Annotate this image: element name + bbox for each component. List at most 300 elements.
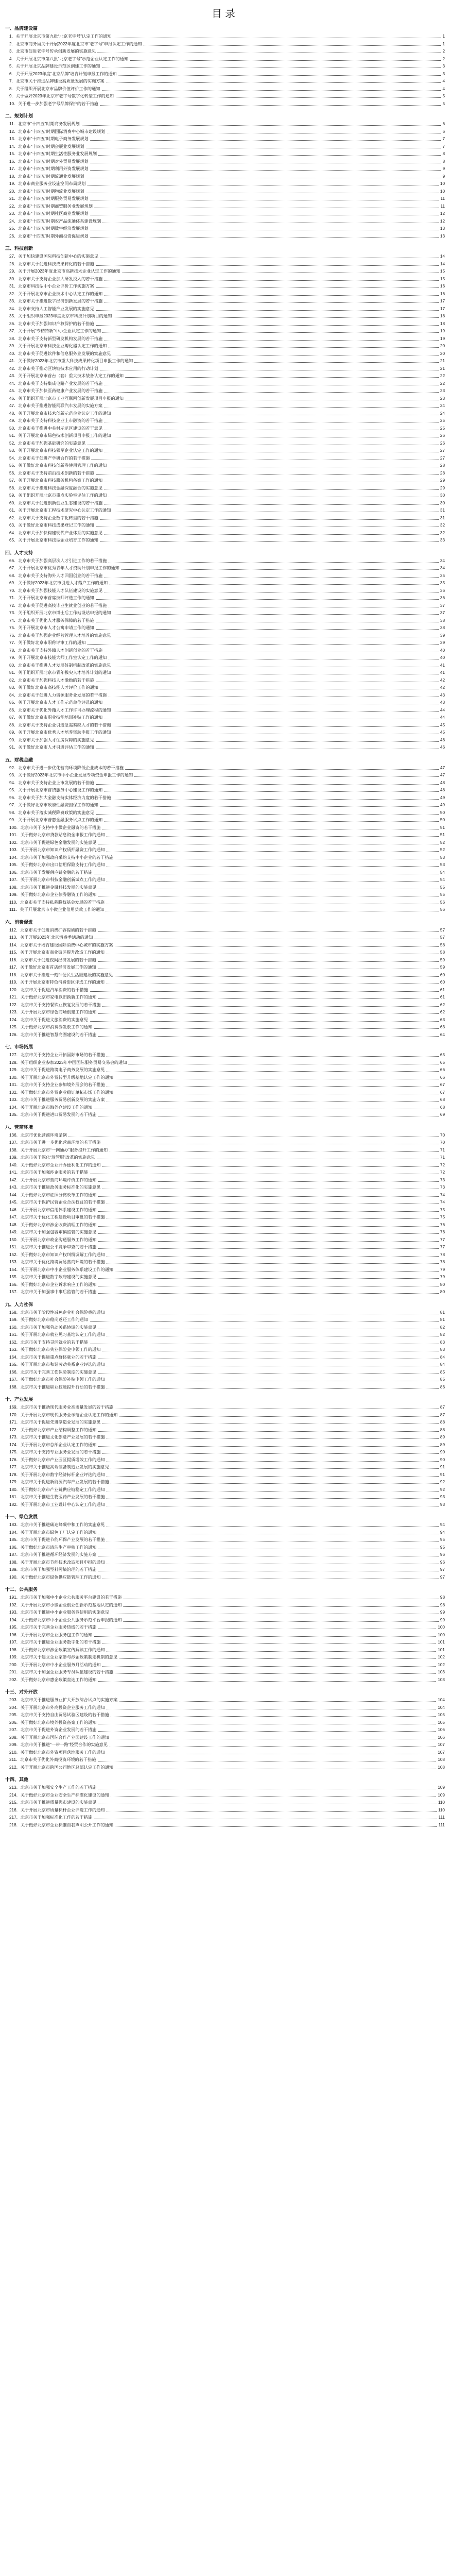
toc-entry-page-number: 2 (441, 56, 445, 62)
toc-entry[interactable] (9, 1559, 445, 1566)
toc-entry[interactable] (9, 358, 445, 364)
toc-entry-title: 164．北京市关于促进重点群体就业的若干措施 (9, 1355, 98, 1360)
toc-entry-title: 74．北京市关于优化人才服务保障的若干措施 (9, 618, 96, 623)
toc-entry[interactable] (9, 417, 445, 424)
toc-entry[interactable] (9, 1419, 445, 1426)
toc-entry-page-number: 92 (439, 1486, 445, 1493)
toc-entry-page-number: 82 (439, 1331, 445, 1338)
toc-entry[interactable] (9, 647, 445, 654)
toc-entry-page-number: 25 (439, 417, 445, 424)
toc-entry-title: 143．北京市关于推进政务服务标准化的实施意见 (9, 1185, 102, 1190)
toc-entry[interactable] (9, 283, 445, 290)
toc-entry[interactable] (9, 530, 445, 536)
section-heading: 七、市场拓展 (5, 1044, 33, 1049)
section-heading: 三、科技创新 (5, 246, 33, 251)
toc-entry[interactable] (9, 470, 445, 477)
section-heading: 四、人才支持 (5, 550, 33, 555)
toc-entry[interactable] (9, 218, 445, 225)
toc-entry[interactable] (9, 772, 445, 778)
toc-entry-title: 55．关于做好北京市科技创新券使用管理工作的通知 (9, 463, 108, 468)
toc-entry[interactable] (9, 395, 445, 402)
toc-entry[interactable] (9, 180, 445, 187)
toc-entry[interactable] (9, 71, 445, 77)
toc-entry[interactable] (9, 979, 445, 986)
toc-entry-title: 216．关于开展北京市质量标杆企业评选工作的通知 (9, 1808, 107, 1812)
toc-entry-title: 211．北京市关于优化外商投资环境的若干措施 (9, 1757, 98, 1762)
toc-entry-page-number: 64 (439, 1031, 445, 1038)
toc-entry[interactable] (9, 884, 445, 891)
toc-entry-page-number: 5 (441, 100, 445, 107)
toc-entry[interactable] (9, 1734, 445, 1741)
toc-entry[interactable] (9, 1609, 445, 1616)
toc-entry[interactable] (9, 1471, 445, 1478)
toc-entry[interactable] (9, 276, 445, 282)
toc-entry[interactable] (9, 744, 445, 751)
toc-entry[interactable] (9, 1259, 445, 1265)
toc-entry[interactable] (9, 1807, 445, 1814)
toc-entry-title: 179．北京市关于促进新能源汽车产业发展的若干措施 (9, 1480, 111, 1484)
toc-entry[interactable] (9, 802, 445, 808)
toc-entry[interactable] (9, 1449, 445, 1455)
toc-entry-page-number: 12 (439, 218, 445, 225)
toc-entry[interactable] (9, 1361, 445, 1368)
toc-entry[interactable] (9, 839, 445, 846)
toc-entry[interactable] (9, 350, 445, 357)
toc-entry[interactable] (9, 1274, 445, 1280)
toc-entry[interactable] (9, 1154, 445, 1161)
toc-entry[interactable] (9, 1316, 445, 1323)
toc-entry-page-number: 61 (439, 987, 445, 993)
toc-entry-title: 26．北京市“十四五”时期外商投资促进规划 (9, 234, 90, 239)
toc-entry-page-number: 97 (439, 1574, 445, 1581)
toc-entry[interactable] (9, 1442, 445, 1448)
toc-entry-title: 115．关于开展北京市商业街区提升改造工作的通知 (9, 950, 106, 955)
toc-entry-title: 118．北京市关于推进一刻钟便民生活圈建设的实施意见 (9, 973, 114, 977)
toc-entry[interactable] (9, 1132, 445, 1139)
toc-entry[interactable] (9, 522, 445, 529)
toc-entry[interactable] (9, 1162, 445, 1168)
toc-entry[interactable] (9, 1309, 445, 1316)
toc-entry[interactable] (9, 1052, 445, 1058)
toc-entry[interactable] (9, 729, 445, 736)
toc-entry-title: 193．北京市关于推进中小企业服务券使用的实施意见 (9, 1610, 111, 1615)
toc-entry[interactable] (9, 365, 445, 372)
toc-entry[interactable] (9, 343, 445, 349)
toc-entry-title: 165．关于开展北京市和谐劳动关系企业评选的通知 (9, 1362, 107, 1367)
toc-entry[interactable] (9, 832, 445, 838)
toc-entry[interactable] (9, 869, 445, 876)
toc-entry-page-number: 18 (439, 313, 445, 319)
toc-entry[interactable] (9, 477, 445, 484)
toc-entry[interactable] (9, 121, 445, 127)
toc-entry[interactable] (9, 787, 445, 793)
toc-entry[interactable] (9, 1404, 445, 1411)
toc-entry-page-number: 56 (439, 906, 445, 913)
toc-entry-title: 132．关于做好北京市外贸企业稳订单拓市场工作的通知 (9, 1090, 115, 1095)
toc-entry[interactable] (9, 669, 445, 676)
toc-entry[interactable] (9, 1669, 445, 1675)
section-heading: 一、品牌建设篇 (5, 26, 38, 31)
toc-entry[interactable] (9, 654, 445, 661)
toc-entry[interactable] (9, 692, 445, 699)
toc-entry[interactable] (9, 1369, 445, 1376)
toc-entry[interactable] (9, 1756, 445, 1763)
toc-entry[interactable] (9, 1566, 445, 1573)
toc-entry[interactable] (9, 934, 445, 941)
toc-entry[interactable] (9, 617, 445, 624)
toc-entry[interactable] (9, 78, 445, 84)
toc-entry[interactable] (9, 1536, 445, 1543)
toc-entry[interactable] (9, 261, 445, 267)
toc-entry-title: 157．北京市关于加强事中事后监管的若干措施 (9, 1290, 98, 1294)
toc-entry[interactable] (9, 1697, 445, 1703)
toc-entry-title: 59．关于组织开展北京市重点实验室评估工作的通知 (9, 493, 108, 498)
toc-entry[interactable] (9, 500, 445, 506)
toc-entry[interactable] (9, 891, 445, 898)
toc-entry[interactable] (9, 964, 445, 971)
toc-entry[interactable] (9, 1412, 445, 1418)
toc-entry[interactable] (9, 1169, 445, 1176)
toc-entry-page-number: 46 (439, 744, 445, 751)
toc-entry[interactable] (9, 677, 445, 684)
toc-entry[interactable] (9, 737, 445, 743)
toc-entry-title: 141．北京市关于加强涉企服务的若干措施 (9, 1170, 90, 1175)
toc-entry[interactable] (9, 557, 445, 564)
toc-entry[interactable] (9, 1024, 445, 1030)
toc-entry[interactable] (9, 1031, 445, 1038)
toc-entry-title: 155．北京市关于推进数字政府建设的实施意见 (9, 1275, 98, 1279)
toc-entry[interactable] (9, 639, 445, 646)
toc-entry[interactable] (9, 41, 445, 47)
toc-entry[interactable] (9, 595, 445, 601)
toc-entry-title: 51．关于开展北京市绿色技术创新项目申报工作的通知 (9, 433, 112, 438)
toc-entry[interactable] (9, 143, 445, 150)
toc-entry[interactable] (9, 210, 445, 217)
toc-entry[interactable] (9, 1639, 445, 1646)
toc-entry[interactable] (9, 1784, 445, 1791)
toc-entry[interactable] (9, 1574, 445, 1581)
toc-entry-title: 94．北京市关于支持企业上市发展的若干措施 (9, 781, 96, 785)
toc-entry[interactable] (9, 455, 445, 462)
toc-entry[interactable] (9, 794, 445, 801)
toc-entry-title: 4．关于开展北京市第八批“北京老字号”示范企业认定工作的通知 (9, 57, 130, 61)
toc-entry[interactable] (9, 1236, 445, 1243)
toc-entry[interactable] (9, 507, 445, 514)
toc-entry-title: 28．北京市关于促进科技成果转化的若干措施 (9, 262, 96, 266)
toc-entry[interactable] (9, 1799, 445, 1806)
toc-entry[interactable] (9, 906, 445, 913)
toc-entry[interactable] (9, 972, 445, 978)
toc-entry[interactable] (9, 1594, 445, 1601)
toc-entry-page-number: 33 (439, 537, 445, 544)
toc-entry-title: 67．关于开展北京市优秀青年人才资助计划申报工作的通知 (9, 566, 121, 570)
toc-entry-title: 184．关于开展北京市绿色工厂认定工作的通知 (9, 1530, 98, 1535)
toc-entry[interactable] (9, 173, 445, 180)
toc-entry-title: 3．北京市促进老字号传承创新发展的实施意见 (9, 49, 97, 54)
toc-entry[interactable] (9, 1602, 445, 1608)
toc-entry-page-number: 106 (436, 1726, 445, 1733)
toc-entry-page-number: 109 (436, 1784, 445, 1791)
toc-entry[interactable] (9, 203, 445, 210)
toc-entry-title: 70．北京市关于加强技能人才队伍建设的实施意见 (9, 588, 104, 593)
toc-entry[interactable] (9, 714, 445, 721)
toc-entry[interactable] (9, 1434, 445, 1440)
toc-entry[interactable] (9, 1089, 445, 1096)
toc-entry-title: 6．关于开展2023年度“北京品牌”培育计划申报工作的通知 (9, 72, 118, 76)
toc-entry[interactable] (9, 1074, 445, 1081)
toc-entry[interactable] (9, 380, 445, 387)
toc-entry-title: 35．关于组织申报2023年度北京市科技计划项目的通知 (9, 314, 113, 318)
toc-entry[interactable] (9, 1214, 445, 1221)
toc-entry[interactable] (9, 779, 445, 786)
toc-entry[interactable] (9, 158, 445, 165)
toc-entry[interactable] (9, 1096, 445, 1103)
toc-entry-page-number: 21 (439, 365, 445, 372)
toc-entry[interactable] (9, 1147, 445, 1154)
toc-entry[interactable] (9, 253, 445, 260)
toc-entry[interactable] (9, 100, 445, 107)
toc-entry[interactable] (9, 927, 445, 934)
toc-entry-title: 128．关于组织企业参加2023年中国国际服务贸易交易会的通知 (9, 1060, 128, 1065)
toc-entry[interactable] (9, 1266, 445, 1273)
toc-entry[interactable] (9, 587, 445, 594)
toc-entry[interactable] (9, 86, 445, 92)
toc-entry[interactable] (9, 662, 445, 669)
toc-entry[interactable] (9, 684, 445, 691)
toc-entry[interactable] (9, 1324, 445, 1331)
toc-entry-page-number: 53 (439, 861, 445, 868)
toc-entry[interactable] (9, 1066, 445, 1073)
toc-entry[interactable] (9, 899, 445, 906)
toc-entry[interactable] (9, 1192, 445, 1198)
toc-entry[interactable] (9, 165, 445, 172)
toc-entry[interactable] (9, 1002, 445, 1008)
toc-entry[interactable] (9, 485, 445, 492)
toc-entry-title: 176．关于做好北京市产业园区提质增效工作的通知 (9, 1458, 107, 1462)
toc-entry[interactable] (9, 320, 445, 327)
toc-entry-page-number: 44 (439, 714, 445, 721)
toc-entry-page-number: 19 (439, 328, 445, 334)
toc-entry[interactable] (9, 410, 445, 417)
toc-entry[interactable] (9, 1016, 445, 1023)
toc-entry[interactable] (9, 1486, 445, 1493)
toc-entry-title: 156．关于做好北京市企业诉求响应工作的通知 (9, 1282, 98, 1287)
toc-entry-title: 218．关于做好北京市企业标准自我声明公开工作的通知 (9, 1823, 115, 1827)
toc-entry[interactable] (9, 56, 445, 62)
toc-entry[interactable] (9, 306, 445, 312)
toc-entry[interactable] (9, 1814, 445, 1821)
toc-entry[interactable] (9, 150, 445, 157)
toc-entry[interactable] (9, 298, 445, 304)
toc-entry[interactable] (9, 1822, 445, 1828)
toc-entry[interactable] (9, 1676, 445, 1683)
toc-entry[interactable] (9, 1551, 445, 1558)
toc-entry-page-number: 36 (439, 595, 445, 601)
section-heading: 十、产业发展 (5, 1397, 33, 1402)
toc-entry[interactable] (9, 1139, 445, 1146)
toc-entry[interactable] (9, 447, 445, 454)
toc-entry-title: 109．关于做好北京市企业债券融资工作的通知 (9, 892, 98, 897)
toc-entry[interactable] (9, 1764, 445, 1771)
toc-entry[interactable] (9, 425, 445, 432)
toc-entry[interactable] (9, 846, 445, 853)
toc-entry[interactable] (9, 1081, 445, 1088)
toc-entry[interactable] (9, 492, 445, 499)
toc-entry[interactable] (9, 440, 445, 447)
toc-entry-title: 202．关于做好北京市惠企政策直达工作的通知 (9, 1677, 98, 1682)
toc-entry[interactable] (9, 1281, 445, 1288)
toc-entry[interactable] (9, 1184, 445, 1191)
toc-entry[interactable] (9, 291, 445, 297)
toc-entry[interactable] (9, 1059, 445, 1066)
toc-entry[interactable] (9, 765, 445, 771)
toc-entry[interactable] (9, 432, 445, 439)
toc-entry[interactable] (9, 328, 445, 334)
toc-entry[interactable] (9, 957, 445, 963)
toc-entry[interactable] (9, 225, 445, 232)
toc-entry[interactable] (9, 602, 445, 609)
toc-entry-page-number: 29 (439, 477, 445, 484)
toc-entry[interactable] (9, 1376, 445, 1383)
toc-entry[interactable] (9, 572, 445, 579)
toc-entry[interactable] (9, 707, 445, 714)
toc-entry[interactable] (9, 1741, 445, 1748)
toc-entry[interactable] (9, 942, 445, 948)
toc-entry-title: 78．北京市关于支持外籍人才创新创业的若干措施 (9, 648, 104, 653)
toc-entry[interactable] (9, 188, 445, 195)
toc-entry-title: 198．关于做好北京市涉企政策宣传解读工作的通知 (9, 1648, 107, 1652)
toc-entry[interactable] (9, 128, 445, 135)
toc-entry[interactable] (9, 565, 445, 571)
toc-entry[interactable] (9, 1207, 445, 1213)
toc-entry[interactable] (9, 1354, 445, 1361)
toc-entry[interactable] (9, 135, 445, 142)
toc-entry[interactable] (9, 1346, 445, 1353)
toc-entry[interactable] (9, 1662, 445, 1668)
toc-entry[interactable] (9, 1647, 445, 1653)
toc-entry[interactable] (9, 1384, 445, 1391)
toc-entry[interactable] (9, 1704, 445, 1711)
toc-entry[interactable] (9, 949, 445, 956)
toc-entry[interactable] (9, 632, 445, 639)
toc-entry[interactable] (9, 824, 445, 831)
toc-entry[interactable] (9, 987, 445, 993)
toc-entry[interactable] (9, 1726, 445, 1733)
toc-entry[interactable] (9, 1222, 445, 1228)
toc-entry[interactable] (9, 1104, 445, 1111)
toc-entry[interactable] (9, 48, 445, 55)
toc-entry[interactable] (9, 1792, 445, 1799)
toc-entry[interactable] (9, 33, 445, 40)
toc-entry[interactable] (9, 1331, 445, 1338)
toc-entry[interactable] (9, 1544, 445, 1551)
toc-entry[interactable] (9, 335, 445, 342)
toc-entry[interactable] (9, 1199, 445, 1206)
toc-entry[interactable] (9, 1617, 445, 1623)
toc-entry[interactable] (9, 1111, 445, 1118)
toc-entry[interactable] (9, 268, 445, 275)
toc-entry-title: 196．关于开展北京市企业服务包工作的通知 (9, 1633, 94, 1637)
toc-entry[interactable] (9, 861, 445, 868)
toc-entry[interactable] (9, 93, 445, 99)
toc-entry[interactable] (9, 722, 445, 728)
toc-entry[interactable] (9, 1479, 445, 1485)
toc-entry[interactable] (9, 195, 445, 202)
toc-entry-title: 205．北京市关于支持自由贸易试验区建设的若干措施 (9, 1713, 111, 1717)
toc-entry[interactable] (9, 1251, 445, 1258)
toc-entry[interactable] (9, 809, 445, 816)
toc-entry[interactable] (9, 462, 445, 469)
toc-entry[interactable] (9, 1654, 445, 1660)
toc-entry[interactable] (9, 817, 445, 823)
toc-entry[interactable] (9, 515, 445, 521)
toc-entry-title: 142．关于开展北京市营商环境评价工作的通知 (9, 1178, 98, 1182)
toc-entry[interactable] (9, 1177, 445, 1183)
toc-entry[interactable] (9, 580, 445, 586)
section-heading: 十一、绿色发展 (5, 1514, 38, 1519)
toc-entry[interactable] (9, 1632, 445, 1638)
toc-entry[interactable] (9, 402, 445, 409)
toc-entry[interactable] (9, 63, 445, 70)
toc-entry-page-number: 86 (439, 1384, 445, 1391)
toc-entry-page-number: 25 (439, 425, 445, 432)
toc-entry-title: 47．北京市关于推进智能网联汽车发展的实施方案 (9, 403, 104, 408)
toc-entry-page-number: 32 (439, 530, 445, 536)
toc-entry[interactable] (9, 1289, 445, 1295)
toc-entry[interactable] (9, 387, 445, 394)
toc-entry-title: 144．关于做好北京市证照分离改革工作的通知 (9, 1193, 98, 1197)
toc-entry[interactable] (9, 1494, 445, 1500)
toc-entry[interactable] (9, 1624, 445, 1631)
toc-entry[interactable] (9, 1229, 445, 1235)
toc-entry-page-number: 72 (439, 1169, 445, 1176)
toc-entry-page-number: 111 (437, 1822, 445, 1828)
toc-entry-title: 214．关于做好北京市企业安全生产标准化建设的通知 (9, 1793, 111, 1798)
toc-entry-title: 150．关于开展北京市政企沟通服务工作的通知 (9, 1238, 98, 1242)
toc-entry-page-number: 108 (436, 1764, 445, 1771)
toc-entry[interactable] (9, 1009, 445, 1015)
toc-entry-page-number: 17 (439, 298, 445, 304)
toc-entry[interactable] (9, 994, 445, 1001)
toc-entry-title: 66．北京市关于加强高层次人才引进工作的若干措施 (9, 558, 108, 563)
toc-entry[interactable] (9, 699, 445, 706)
toc-entry[interactable] (9, 233, 445, 240)
toc-entry[interactable] (9, 1501, 445, 1508)
toc-entry[interactable] (9, 876, 445, 883)
toc-entry[interactable] (9, 609, 445, 616)
toc-entry[interactable] (9, 854, 445, 861)
toc-entry[interactable] (9, 372, 445, 379)
toc-entry[interactable] (9, 1719, 445, 1726)
toc-entry[interactable] (9, 1529, 445, 1536)
toc-entry-title: 64．北京市关于加快构建现代产业体系的实施意见 (9, 531, 104, 535)
toc-entry-title: 33．北京市关于推进数字经济创新发展的若干措施 (9, 299, 104, 303)
toc-entry[interactable] (9, 313, 445, 319)
toc-entry[interactable] (9, 1339, 445, 1346)
toc-entry[interactable] (9, 1456, 445, 1463)
toc-entry[interactable] (9, 1427, 445, 1433)
toc-entry-title: 107．关于开展北京市科技金融创新试点工作的通知 (9, 877, 107, 882)
toc-entry[interactable] (9, 624, 445, 631)
toc-entry-page-number: 100 (436, 1632, 445, 1638)
toc-entry-page-number: 92 (439, 1479, 445, 1485)
toc-entry[interactable] (9, 1749, 445, 1756)
toc-entry[interactable] (9, 1521, 445, 1528)
toc-entry[interactable] (9, 1711, 445, 1718)
toc-entry[interactable] (9, 537, 445, 544)
toc-entry[interactable] (9, 1244, 445, 1250)
toc-entry[interactable] (9, 1464, 445, 1470)
